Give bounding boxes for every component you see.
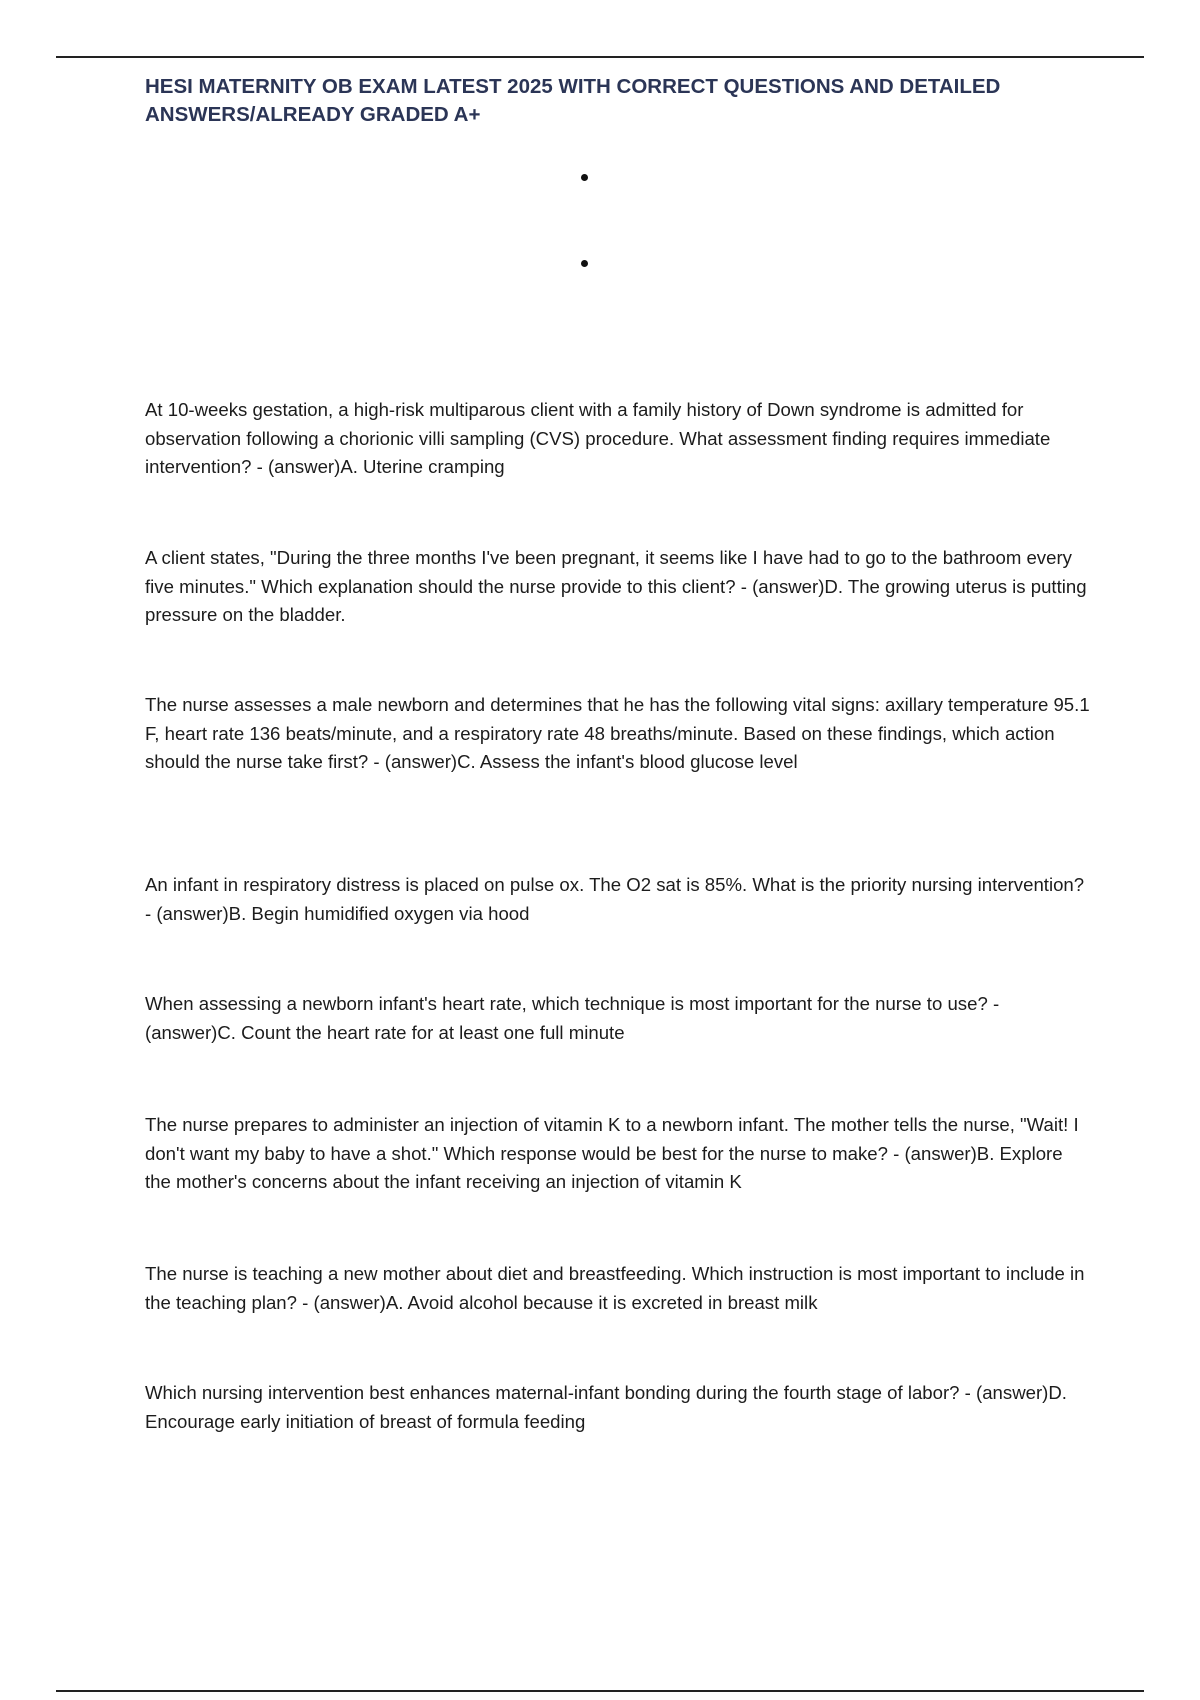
qa-item-6: The nurse prepares to administer an injection of vitamin K to a newborn infant. The mother tells the nurse, "Wait! I don't want my baby to have a shot." Which response would be best for the nurse to make? - (answer)B. Explore the mother's concerns about the infant receiving an injection of vitamin K bbox=[145, 1114, 1079, 1192]
qa-item-3: The nurse assesses a male newborn and determines that he has the following vital signs: axillary temperature 95.1 F, heart rate 136 beats/minute, and a respiratory rate 48 breaths/minute. Based on these findings, which action should the nurse take first? - (answer)C. Assess the infant's blood glucose level bbox=[145, 694, 1090, 772]
bullet-point bbox=[581, 174, 588, 181]
qa-item-7: The nurse is teaching a new mother about diet and breastfeeding. Which instruction is most important to include in the teaching plan? - (answer)A. Avoid alcohol because it is excreted in breast milk bbox=[145, 1263, 1085, 1313]
qa-item-4: An infant in respiratory distress is placed on pulse ox. The O2 sat is 85%. What is the priority nursing intervention? - (answer)B. Begin humidified oxygen via hood bbox=[145, 874, 1085, 924]
qa-item-2: A client states, "During the three months I've been pregnant, it seems like I have had to go to the bathroom every five minutes." Which explanation should the nurse provide to this client? - (answer)D. The growing uterus is putting pressure on the bladder. bbox=[145, 547, 1087, 625]
bottom-divider bbox=[56, 1690, 1144, 1692]
qa-item-5: When assessing a newborn infant's heart rate, which technique is most important for the nurse to use? - (answer)C. Count the heart rate for at least one full minute bbox=[145, 993, 1000, 1043]
bullet-point bbox=[581, 260, 588, 267]
document-title: HESI MATERNITY OB EXAM LATEST 2025 WITH CORRECT QUESTIONS AND DETAILED ANSWERS/ALREADY GRADED A+ bbox=[145, 75, 1001, 126]
qa-item-1: At 10-weeks gestation, a high-risk multiparous client with a family history of Down syndrome is admitted for observation following a chorionic villi sampling (CVS) procedure. What assessment finding requires immediate intervention? - (answer)A. Uterine cramping bbox=[145, 399, 1051, 477]
top-divider bbox=[56, 56, 1144, 58]
qa-item-8: Which nursing intervention best enhances maternal-infant bonding during the fourth stage of labor? - (answer)D. Encourage early initiation of breast of formula feeding bbox=[145, 1382, 1067, 1432]
